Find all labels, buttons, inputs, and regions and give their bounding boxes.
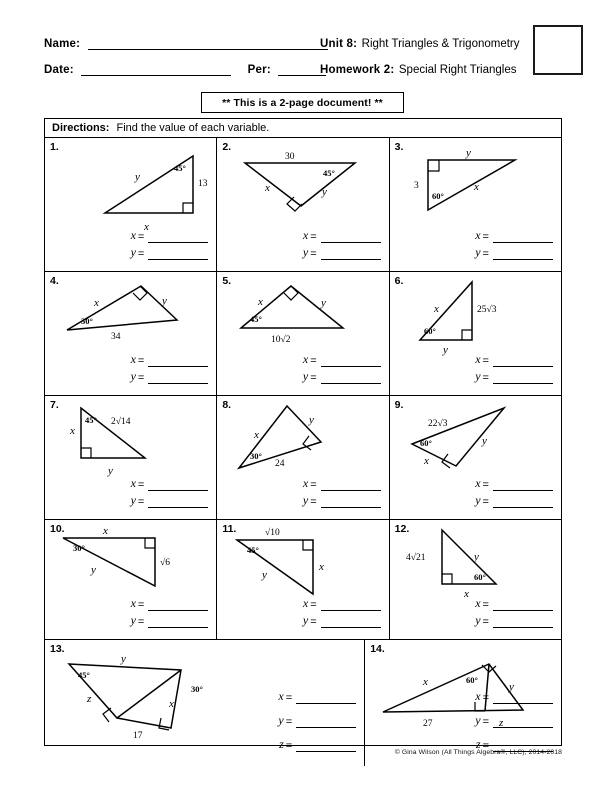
problem-cell-1 [45, 138, 217, 271]
problem-number: 7. [50, 399, 59, 411]
figure-12-hyp: y [473, 551, 479, 563]
figure-1-angle: 45° [174, 163, 186, 173]
figure-9-right: y [481, 435, 487, 447]
answer-line-y[interactable] [303, 367, 381, 384]
answer-blank-x[interactable] [148, 231, 208, 243]
problem-number: 13. [50, 643, 65, 655]
answer-var-y: y [475, 713, 481, 727]
answer-block-1 [131, 226, 209, 260]
problem-cell-4 [45, 272, 217, 395]
figure-12-base: x [463, 588, 469, 600]
answer-var-y: y [302, 245, 309, 259]
answer-line-x[interactable] [131, 474, 209, 491]
equals-sign: = [310, 231, 317, 243]
answer-var-x: x [278, 689, 284, 703]
answer-blank-y[interactable] [148, 372, 208, 384]
figure-3-hyp: x [473, 181, 479, 193]
name-row [44, 34, 328, 52]
answer-blank-z[interactable] [296, 740, 356, 752]
figure-3-vertical: 3 [413, 181, 419, 191]
problem-row-3 [45, 396, 561, 520]
problem-row-4 [45, 520, 561, 640]
answer-line-y[interactable] [475, 491, 553, 508]
homework-row [320, 60, 517, 78]
equals-sign: = [482, 231, 489, 243]
answer-blank-x[interactable] [493, 479, 553, 491]
figure-11-hyp: y [262, 569, 268, 581]
equals-sign: = [482, 692, 489, 704]
answer-block-2 [303, 226, 381, 260]
answer-blank-y[interactable] [321, 372, 381, 384]
unit-row [320, 34, 520, 52]
answer-var-x: x [302, 596, 309, 610]
answer-line-y[interactable] [131, 367, 209, 384]
equals-sign: = [482, 372, 489, 384]
answer-var-x: x [302, 228, 309, 242]
figure-4-angle: 30° [81, 316, 93, 326]
figure-12-left: 4√21 [405, 553, 426, 563]
answer-var-x: x [130, 476, 136, 490]
answer-blank-y[interactable] [321, 616, 381, 628]
answer-blank-x[interactable] [493, 231, 553, 243]
answer-var-x: x [475, 476, 481, 490]
figure-1-hyp: y [135, 171, 140, 183]
unit-label: Unit 8: [320, 38, 358, 50]
answer-blank-y[interactable] [148, 616, 208, 628]
answer-block-5 [303, 350, 381, 384]
figure-13-left: z [87, 693, 92, 705]
figure-5-angle: 45° [250, 314, 263, 324]
equals-sign: = [137, 496, 145, 508]
figure-6-right: 25√3 [476, 305, 497, 315]
per-label: Per: [247, 64, 271, 76]
answer-block-12 [475, 594, 553, 628]
figure-2-top: 30 [285, 152, 295, 162]
figure-13-right: x [169, 698, 174, 710]
figure-9-angle: 60° [419, 438, 432, 448]
answer-var-y: y [130, 369, 136, 383]
figure-9-hyp: 22√3 [427, 419, 448, 429]
problem-cell-13 [45, 640, 365, 766]
answer-blank-x[interactable] [296, 692, 356, 704]
figure-6-base: y [442, 344, 448, 356]
figure-10-right: √6 [160, 558, 170, 568]
answer-line-x[interactable] [475, 350, 553, 367]
problem-cell-5 [217, 272, 389, 395]
problem-number: 9. [394, 399, 404, 411]
answer-line-y[interactable] [303, 243, 381, 260]
unit-title: Right Triangles & Trigonometry [361, 38, 520, 50]
answer-line-x[interactable] [475, 594, 553, 611]
problem-number: 6. [394, 275, 404, 287]
directions-bar [45, 119, 561, 138]
figure-8-angle: 30° [250, 451, 263, 461]
equals-sign: = [482, 355, 489, 367]
homework-label: Homework 2: [320, 64, 395, 76]
answer-line-x[interactable] [475, 680, 553, 704]
answer-line-y[interactable] [131, 491, 209, 508]
figure-10-angle: 30° [73, 543, 85, 553]
answer-var-x: x [302, 352, 309, 366]
answer-line-y[interactable] [475, 367, 553, 384]
answer-var-y: y [475, 493, 481, 507]
date-row [44, 60, 326, 78]
figure-10-top: x [103, 525, 108, 537]
answer-var-y: y [475, 245, 481, 259]
equals-sign: = [482, 599, 489, 611]
equals-sign: = [482, 616, 489, 628]
score-box[interactable] [533, 25, 583, 75]
equals-sign: = [285, 716, 293, 728]
problem-number: 11. [222, 523, 237, 535]
answer-line-y[interactable] [475, 704, 553, 728]
equals-sign: = [482, 496, 489, 508]
answer-block-11 [303, 594, 381, 628]
answer-line-x[interactable] [303, 474, 381, 491]
answer-var-y: y [278, 713, 284, 727]
problem-cell-9 [390, 396, 561, 519]
equals-sign: = [310, 479, 317, 491]
answer-var-x: x [302, 476, 309, 490]
figure-8-left: x [254, 429, 260, 441]
answer-var-y: y [130, 245, 136, 259]
answer-blank-x[interactable] [493, 355, 553, 367]
problem-number: 12. [394, 523, 410, 535]
name-input-line[interactable] [88, 49, 328, 50]
answer-line-y[interactable] [278, 704, 356, 728]
date-input-line[interactable] [81, 75, 231, 76]
answer-block-4 [131, 350, 209, 384]
figure-1-side: 13 [198, 179, 208, 189]
figure-14-angle: 60° [466, 675, 479, 685]
directions-text: Find the value of each variable. [116, 122, 270, 134]
problem-number: 4. [50, 275, 59, 287]
figure-14-left: x [423, 676, 429, 688]
problem-cell-7 [45, 396, 217, 519]
problem-cell-8 [217, 396, 389, 519]
equals-sign: = [482, 716, 489, 728]
figure-11-right: x [319, 561, 325, 573]
answer-blank-y[interactable] [148, 248, 208, 260]
problem-number: 5. [222, 275, 232, 287]
answer-line-x[interactable] [131, 226, 209, 243]
problem-cell-3 [390, 138, 561, 271]
figure-8-right: y [309, 414, 315, 426]
answer-line-x[interactable] [303, 350, 381, 367]
answer-var-z: z [279, 737, 284, 751]
answer-line-x[interactable] [475, 474, 553, 491]
answer-var-y: y [302, 369, 309, 383]
figure-11-angle: 45° [247, 545, 260, 555]
equals-sign: = [310, 496, 317, 508]
answer-line-x[interactable] [303, 226, 381, 243]
answer-line-z[interactable] [278, 728, 356, 752]
problem-number: 3. [394, 141, 404, 153]
figure-7-hyp: 2√14 [111, 417, 131, 427]
answer-line-x[interactable] [278, 680, 356, 704]
equals-sign: = [137, 479, 145, 491]
equals-sign: = [285, 740, 293, 752]
figure-2-right: y [322, 186, 328, 198]
answer-line-y[interactable] [303, 611, 381, 628]
answer-line-y[interactable] [475, 611, 553, 628]
figure-1-base: x [144, 221, 149, 233]
answer-line-y[interactable] [303, 491, 381, 508]
equals-sign: = [482, 479, 489, 491]
answer-line-x[interactable] [475, 226, 553, 243]
answer-var-y: y [130, 613, 136, 627]
answer-var-y: y [475, 369, 481, 383]
equals-sign: = [310, 355, 317, 367]
figure-2 [217, 138, 389, 238]
answer-blank-y[interactable] [493, 716, 553, 728]
problem-grid [44, 118, 562, 752]
equals-sign: = [137, 616, 145, 628]
answer-block-14 [475, 680, 553, 752]
answer-var-y: y [130, 493, 136, 507]
equals-sign: = [137, 599, 145, 611]
answer-blank-x[interactable] [321, 355, 381, 367]
answer-line-y[interactable] [475, 243, 553, 260]
answer-var-x: x [475, 228, 481, 242]
answer-line-x[interactable] [131, 350, 209, 367]
figure-13-angle2: 30° [191, 684, 203, 694]
date-label: Date: [44, 64, 74, 76]
problem-cell-12 [390, 520, 561, 639]
answer-blank-y[interactable] [148, 496, 208, 508]
figure-13-base: 17 [133, 731, 143, 741]
homework-title: Special Right Triangles [398, 64, 517, 76]
equals-sign: = [310, 599, 317, 611]
figure-8-base: 24 [275, 459, 285, 469]
figure-5-left: x [258, 296, 264, 308]
figure-7-base: y [108, 465, 113, 477]
figure-2-angle: 45° [323, 168, 336, 178]
figure-3 [390, 138, 561, 238]
equals-sign: = [310, 616, 317, 628]
answer-blank-x[interactable] [148, 479, 208, 491]
answer-line-x[interactable] [131, 594, 209, 611]
answer-block-13 [278, 680, 356, 752]
figure-4-left: x [94, 297, 99, 309]
figure-4-right: y [162, 295, 167, 307]
answer-blank-x[interactable] [493, 692, 553, 704]
problem-cell-14 [365, 640, 561, 766]
answer-var-x: x [130, 596, 136, 610]
answer-var-y: y [302, 493, 309, 507]
equals-sign: = [482, 248, 489, 260]
figure-11-top: √10 [265, 528, 281, 538]
figure-9-left: x [423, 455, 429, 467]
answer-blank-x[interactable] [321, 479, 381, 491]
problem-number: 1. [50, 141, 59, 153]
problem-number: 8. [222, 399, 232, 411]
problem-cell-10 [45, 520, 217, 639]
answer-blank-x[interactable] [321, 231, 381, 243]
equals-sign: = [137, 231, 145, 243]
figure-2-left: x [265, 182, 271, 194]
two-page-banner: ** This is a 2-page document! ** [201, 92, 404, 113]
answer-line-x[interactable] [303, 594, 381, 611]
figure-3-angle: 60° [431, 191, 444, 201]
problem-number: 10. [50, 523, 65, 535]
figure-5-base: 10√2 [271, 335, 291, 345]
figure-3-top: y [465, 147, 471, 159]
problem-cell-6 [390, 272, 561, 395]
answer-blank-y[interactable] [493, 616, 553, 628]
equals-sign: = [137, 372, 145, 384]
answer-blank-x[interactable] [148, 599, 208, 611]
answer-var-x: x [475, 352, 481, 366]
equals-sign: = [310, 372, 317, 384]
figure-13-angle1: 45° [78, 670, 90, 680]
problem-cell-2 [217, 138, 389, 271]
figure-12-angle: 60° [473, 572, 486, 582]
problem-number: 14. [370, 643, 385, 655]
equals-sign: = [482, 740, 489, 752]
answer-blank-y[interactable] [493, 248, 553, 260]
answer-block-7 [131, 474, 209, 508]
answer-blank-x[interactable] [493, 599, 553, 611]
directions-label: Directions: [52, 122, 110, 134]
answer-block-9 [475, 474, 553, 508]
problem-row-1 [45, 138, 561, 272]
copyright-footer: © Gina Wilson (All Things Algebra®, LLC), 2014-2018 [394, 749, 562, 756]
answer-var-z: z [475, 737, 481, 751]
figure-13-top: y [121, 653, 126, 665]
answer-blank-y[interactable] [321, 248, 381, 260]
equals-sign: = [310, 248, 317, 260]
answer-var-y: y [302, 613, 309, 627]
answer-var-x: x [475, 689, 481, 703]
answer-line-y[interactable] [131, 243, 209, 260]
figure-7-angle: 45° [85, 415, 97, 425]
figure-14-base1: 27 [423, 719, 433, 729]
equals-sign: = [137, 248, 145, 260]
answer-var-x: x [475, 596, 481, 610]
figure-13 [45, 640, 307, 752]
answer-block-10 [131, 594, 209, 628]
figure-1 [45, 138, 217, 238]
answer-blank-y[interactable] [493, 372, 553, 384]
equals-sign: = [137, 355, 145, 367]
problem-cell-11 [217, 520, 389, 639]
answer-blank-y[interactable] [321, 496, 381, 508]
equals-sign: = [285, 692, 293, 704]
figure-6-angle: 60° [423, 326, 436, 336]
answer-blank-y[interactable] [296, 716, 356, 728]
name-label: Name: [44, 38, 81, 50]
answer-block-3 [475, 226, 553, 260]
answer-var-y: y [475, 613, 481, 627]
answer-var-x: x [130, 352, 136, 366]
problem-row-5 [45, 640, 561, 766]
figure-7-left: x [70, 425, 75, 437]
figure-5-right: y [321, 297, 327, 309]
problem-number: 2. [222, 141, 232, 153]
problem-row-2 [45, 272, 561, 396]
answer-block-6 [475, 350, 553, 384]
figure-10-hyp: y [91, 564, 96, 576]
answer-block-8 [303, 474, 381, 508]
figure-6-hyp: x [433, 303, 439, 315]
answer-line-y[interactable] [131, 611, 209, 628]
worksheet-header [44, 28, 562, 100]
answer-blank-y[interactable] [493, 496, 553, 508]
answer-blank-x[interactable] [321, 599, 381, 611]
figure-4-base: 34 [111, 332, 121, 342]
answer-var-x: x [130, 228, 136, 242]
answer-blank-x[interactable] [148, 355, 208, 367]
figure-14-base2: z [499, 717, 504, 729]
figure-14-right: y [509, 681, 515, 693]
